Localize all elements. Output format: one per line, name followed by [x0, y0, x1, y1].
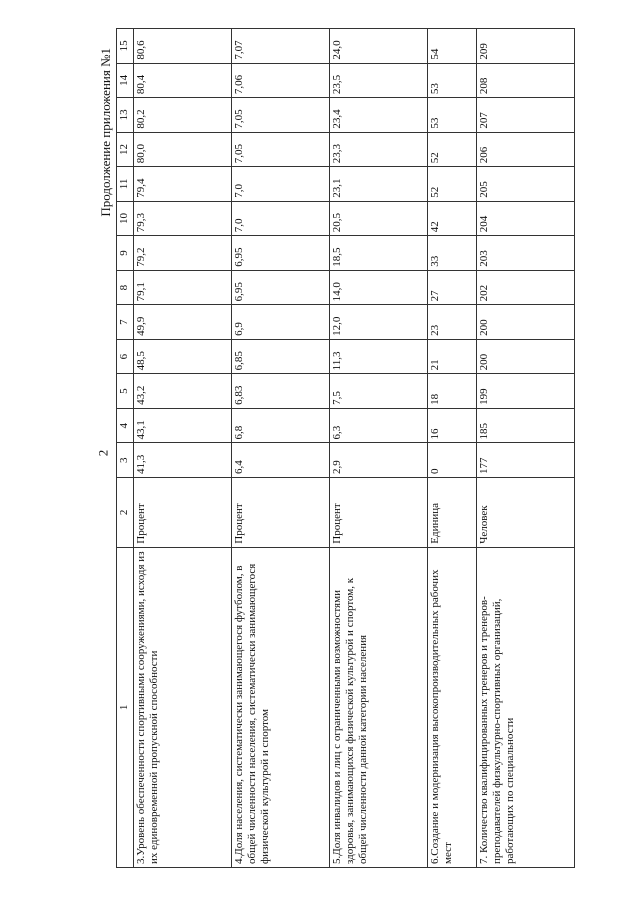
value-cell: 208 — [477, 63, 575, 98]
header-cell: 8 — [117, 270, 134, 305]
header-cell: 11 — [117, 167, 134, 202]
value-cell: 23 — [428, 305, 477, 340]
value-cell: 80,4 — [134, 63, 232, 98]
value-cell: 53 — [428, 98, 477, 133]
value-cell: 23,3 — [330, 132, 428, 167]
indicator-name: 7. Количество квалифицированных тренеров и тренеров-преподавателей физкультурно-спортивных организаций, работающих по специальности — [477, 547, 575, 867]
value-cell: 11,3 — [330, 339, 428, 374]
value-cell: 52 — [428, 167, 477, 202]
value-cell: 20,5 — [330, 201, 428, 236]
value-cell: 18 — [428, 374, 477, 409]
header-cell: 9 — [117, 236, 134, 271]
header-cell: 13 — [117, 98, 134, 133]
header-cell: 6 — [117, 339, 134, 374]
value-cell: 6,83 — [232, 374, 330, 409]
value-cell: 7,0 — [232, 201, 330, 236]
header-cell: 10 — [117, 201, 134, 236]
indicators-table — [116, 28, 575, 868]
value-cell: 199 — [477, 374, 575, 409]
header-cell: 12 — [117, 132, 134, 167]
indicator-unit: Процент — [232, 477, 330, 547]
value-cell: 202 — [477, 270, 575, 305]
value-cell: 7,05 — [232, 132, 330, 167]
value-cell: 18,5 — [330, 236, 428, 271]
table-row — [134, 29, 232, 868]
value-cell: 0 — [428, 443, 477, 478]
indicator-unit: Человек — [477, 477, 575, 547]
indicator-unit: Единица — [428, 477, 477, 547]
table-row — [232, 29, 330, 868]
value-cell: 206 — [477, 132, 575, 167]
value-cell: 6,85 — [232, 339, 330, 374]
header-cell: 15 — [117, 29, 134, 64]
value-cell: 7,0 — [232, 167, 330, 202]
value-cell: 6,3 — [330, 408, 428, 443]
value-cell: 200 — [477, 305, 575, 340]
value-cell: 53 — [428, 63, 477, 98]
header-cell: 4 — [117, 408, 134, 443]
appendix-caption: Продолжение приложения №1 — [98, 48, 113, 217]
header-cell: 7 — [117, 305, 134, 340]
value-cell: 6,95 — [232, 236, 330, 271]
value-cell: 79,2 — [134, 236, 232, 271]
value-cell: 204 — [477, 201, 575, 236]
value-cell: 54 — [428, 29, 477, 64]
value-cell: 42 — [428, 201, 477, 236]
value-cell: 12,0 — [330, 305, 428, 340]
page-number: 2 — [95, 449, 111, 457]
value-cell: 33 — [428, 236, 477, 271]
value-cell: 27 — [428, 270, 477, 305]
value-cell: 209 — [477, 29, 575, 64]
value-cell: 7,07 — [232, 29, 330, 64]
value-cell: 6,8 — [232, 408, 330, 443]
value-cell: 23,5 — [330, 63, 428, 98]
value-cell: 21 — [428, 339, 477, 374]
value-cell: 7,06 — [232, 63, 330, 98]
value-cell: 79,1 — [134, 270, 232, 305]
value-cell: 200 — [477, 339, 575, 374]
value-cell: 23,1 — [330, 167, 428, 202]
header-cell: 1 — [117, 547, 134, 867]
value-cell: 6,9 — [232, 305, 330, 340]
value-cell: 6,4 — [232, 443, 330, 478]
table-row — [477, 29, 575, 868]
value-cell: 203 — [477, 236, 575, 271]
value-cell: 207 — [477, 98, 575, 133]
value-cell: 7,05 — [232, 98, 330, 133]
table-header-row — [117, 29, 134, 868]
value-cell: 80,6 — [134, 29, 232, 64]
value-cell: 43,2 — [134, 374, 232, 409]
value-cell: 2,9 — [330, 443, 428, 478]
value-cell: 80,0 — [134, 132, 232, 167]
value-cell: 16 — [428, 408, 477, 443]
table-row — [428, 29, 477, 868]
indicator-unit: Процент — [134, 477, 232, 547]
header-cell: 2 — [117, 477, 134, 547]
value-cell: 205 — [477, 167, 575, 202]
indicator-name: 3.Уровень обеспеченности спортивными сооружениями, исходя из их единовременной пропускной способности — [134, 547, 232, 867]
indicator-name: 4.Доля населения, систематически занимающегося футболом, в общей численности населения, систематически занимающегося физической культурой и спортом — [232, 547, 330, 867]
value-cell: 23,4 — [330, 98, 428, 133]
table-row — [330, 29, 428, 868]
rotated-page-content — [98, 28, 516, 868]
value-cell: 24,0 — [330, 29, 428, 64]
value-cell: 48,5 — [134, 339, 232, 374]
header-cell: 3 — [117, 443, 134, 478]
indicator-name: 6.Создание и модернизация высокопроизводительных рабочих мест — [428, 547, 477, 867]
value-cell: 6,95 — [232, 270, 330, 305]
value-cell: 7,5 — [330, 374, 428, 409]
value-cell: 185 — [477, 408, 575, 443]
value-cell: 80,2 — [134, 98, 232, 133]
indicator-unit: Процент — [330, 477, 428, 547]
value-cell: 177 — [477, 443, 575, 478]
value-cell: 43,1 — [134, 408, 232, 443]
value-cell: 52 — [428, 132, 477, 167]
value-cell: 49,9 — [134, 305, 232, 340]
value-cell: 14,0 — [330, 270, 428, 305]
value-cell: 79,4 — [134, 167, 232, 202]
indicator-name: 5.Доля инвалидов и лиц с ограниченными возможностями здоровья, занимающихся физической культурой и спортом, к общей численности данной категории населения — [330, 547, 428, 867]
value-cell: 79,3 — [134, 201, 232, 236]
header-cell: 14 — [117, 63, 134, 98]
value-cell: 41,3 — [134, 443, 232, 478]
header-cell: 5 — [117, 374, 134, 409]
